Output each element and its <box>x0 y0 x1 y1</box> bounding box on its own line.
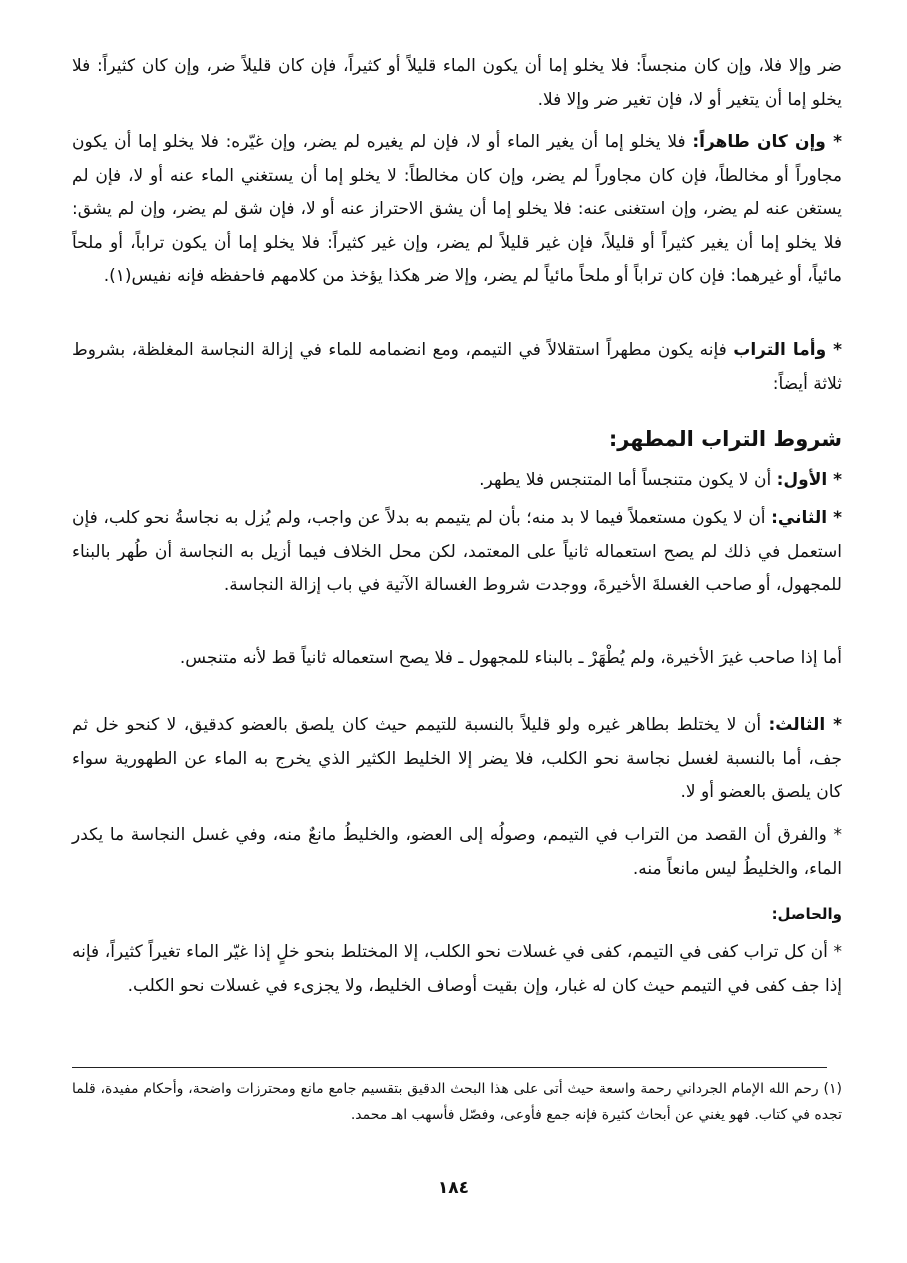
condition-second-note <box>72 642 842 676</box>
condition-lead: * الثاني: <box>771 508 842 528</box>
footnote-divider <box>72 1067 827 1068</box>
condition-first <box>72 464 842 498</box>
paragraph-text: فإنه يكون مطهراً استقلالاً في التيمم، ومع انضمامه للماء في إزالة النجاسة المغلظة، بشروط ثلاثة أيضاً: <box>72 340 842 394</box>
paragraph-water-impure <box>72 50 842 117</box>
page-number: ١٨٤ <box>437 1178 470 1198</box>
footnote: (١) رحم الله الإمام الجرداني رحمة واسعة حيث أتى على هذا البحث الدقيق بتقسيم جامع مانع ومحترزات واضحة، وأحكام مفيدة، قلما تجده في كتاب. فهو يغني عن أبحاث كثيرة فإنه جمع فأوعى، وفصّل فأسهب اهـ محمد. <box>72 1081 842 1123</box>
paragraph-text: ضر وإلا فلا، وإن كان منجساً: فلا يخلو إما أن يكون الماء قليلاً أو كثيراً، فإن كان قليلاً ضر، وإن كان كثيراً: فلا يخلو إما أن يتغير أو لا، فإن تغير ضر وإلا فلا. <box>72 56 842 110</box>
condition-text: أن لا يختلط بطاهر غيره ولو قليلاً بالنسبة للتيمم حيث كان يلصق بالعضو كدقيق، لا كنحو خل ثم جف، أما بالنسبة لغسل نجاسة نحو الكلب، فلا يضر إلا الخليط الكثير الذي يخرج به الماء عن الطهورية سواء كان يلصق بالعضو أو لا. <box>72 715 842 802</box>
summary-heading: والحاصل: <box>771 905 842 923</box>
condition-text: * والفرق أن القصد من التراب في التيمم، وصولُه إلى العضو، والخليطُ مانعٌ منه، وفي غسل النجاسة ما يكدر الماء، والخليطُ ليس مانعاً منه. <box>72 825 842 879</box>
condition-third <box>72 709 842 810</box>
summary-paragraph: * أن كل تراب كفى في التيمم، كفى في غسلات نحو الكلب، إلا المختلط بنحو خلٍ إذا غيّر الماء تغيراً كثيراً، فإنه إذا جف كفى في التيمم حيث كان له غبار، وإن بقيت أوصاف الخليط، ولا يجزىء في غسلات نحو الكلب. <box>72 942 842 996</box>
condition-text: أما إذا صاحب غيرَ الأخيرة، ولم يُطْهَرْ ـ بالبناء للمجهول ـ فلا يصح استعماله ثانياً قط لأنه متنجس. <box>179 648 842 668</box>
condition-second <box>72 502 842 603</box>
condition-lead: * الأول: <box>776 470 842 490</box>
condition-text: أن لا يكون مستعملاً فيما لا بد منه؛ بأن لم يتيمم به بدلاً عن واجب، ولم يُزل به نجاسةُ نحو كلب، فإن استعمل في ذلك لم يصح استعماله ثانياً على المعتمد، لكن محل الخلاف فيما أزيل به النجاسة أن طُهر بالبناء للمجهول، أو صاحب الغسلةَ الأخيرةَ، ووجدت شروط الغسالة الآتية في باب إزالة النجاسة. <box>72 508 842 595</box>
paragraph-water-pure <box>72 126 842 294</box>
paragraph-lead: * وأما التراب <box>733 340 843 360</box>
paragraph-text: فلا يخلو إما أن يغير الماء أو لا، فإن لم يغيره لم يضر، وإن غيّره: فلا يخلو إما أن يكون مجاوراً أو مخالطاً، فإن كان مجاوراً لم يضر، وإن كان مخالطاً: لا يخلو إما أن يستغني الماء عنه أو لا، فإن لم يستغن عنه لم يضر، وإن استغنى عنه: فلا يخلو إما أن يشق الاحتراز عنه أو لا، فإن شق لم يضر، وإن لم يشق: فلا يخلو إما أن يغير كثيراً أو قليلاً، فإن غير قليلاً لم يضر، وإن غير كثيراً: فلا يخلو إما أن يكون تراباً، أو ملحاً مائياً، أو غيرهما: فإن كان تراباً أو ملحاً مائياً لم يضر، وإلا ضر هكذا يؤخذ من كلامهم فاحفظه فإنه نفيس(١). <box>72 132 842 286</box>
paragraph-dust <box>72 334 842 401</box>
condition-text: أن لا يكون متنجساً أما المتنجس فلا يطهر. <box>479 470 772 490</box>
paragraph-lead: * وإن كان طاهراً: <box>692 132 842 152</box>
condition-lead: * الثالث: <box>768 715 842 735</box>
difference-paragraph <box>72 819 842 886</box>
section-heading: شروط التراب المطهر: <box>608 427 842 451</box>
